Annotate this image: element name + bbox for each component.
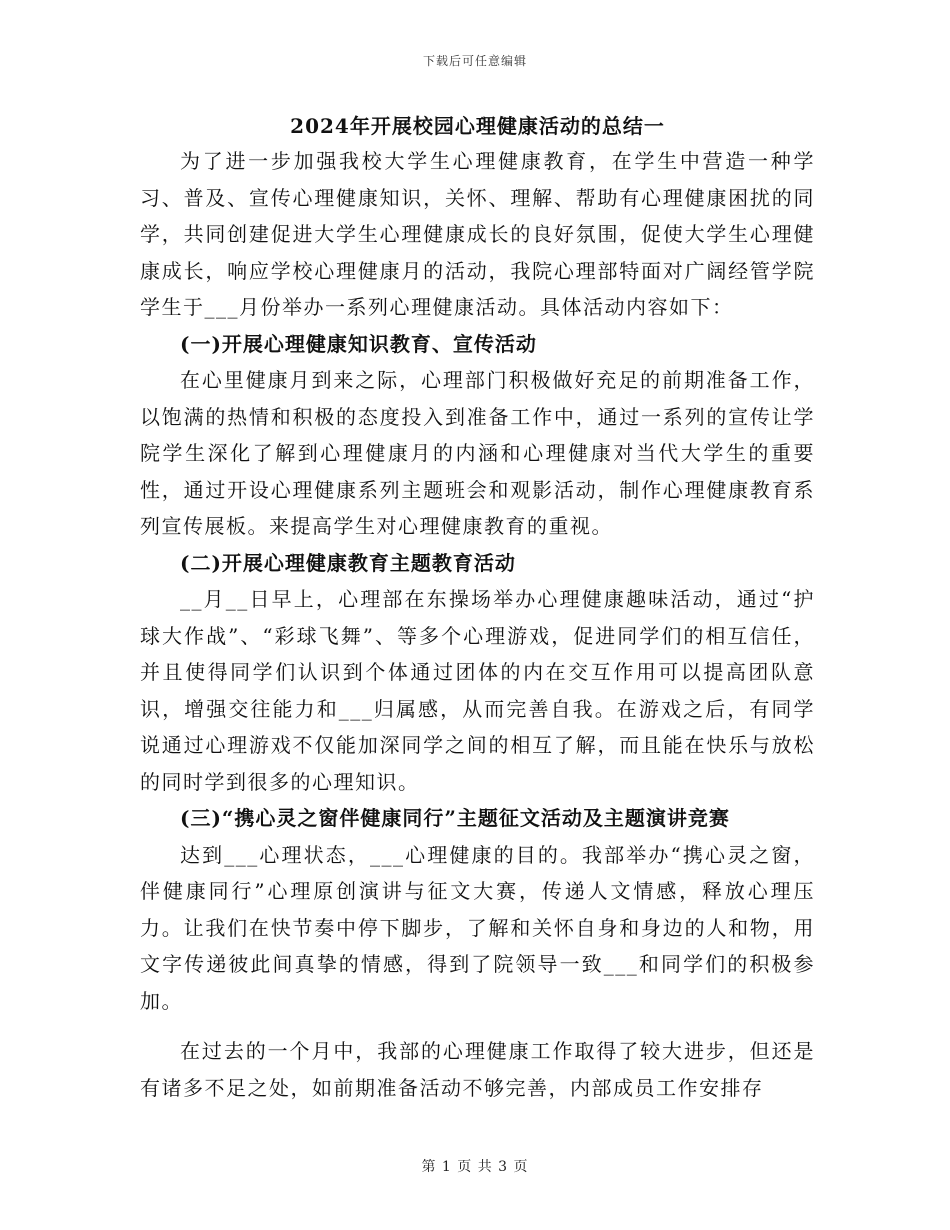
section-heading-1: (一)开展心理健康知识教育、宣传活动 <box>180 331 537 356</box>
intro-paragraph: 为了进一步加强我校大学生心理健康教育，在学生中营造一种学习、普及、宣传心理健康知识，关怀、理解、帮助有心理健康困扰的同学，共同创建促进大学生心理健康成长的良好氛围，促使大学生心理健康成长，响应学校心理健康月的活动，我院心理部特面对广阔经管学院学生于___月份举办一系列心理健康活动。具体活动内容如下： <box>140 149 815 319</box>
section-heading-3: (三)“携心灵之窗伴健康同行”主题征文活动及主题演讲竞赛 <box>180 806 730 830</box>
header-note: 下载后可任意编辑 <box>422 54 527 68</box>
document-page <box>140 110 815 1106</box>
document-title: 2024年开展校园心理健康活动的总结一 <box>290 114 665 138</box>
section-body-1: 在心里健康月到来之际，心理部门积极做好充足的前期准备工作，以饱满的热情和积极的态度投入到准备工作中，通过一系列的宣传让学院学生深化了解到心理健康月的内涵和心理健康对当代大学生的重要性，通过开设心理健康系列主题班会和观影活动，制作心理健康教育系列宣传展板。来提高学生对心理健康教育的重视。 <box>140 368 815 538</box>
section-body-3: 达到___心理状态，___心理健康的目的。我部举办“携心灵之窗，伴健康同行”心理原创演讲与征文大赛，传递人文情感，释放心理压力。让我们在快节奏中停下脚步，了解和关怀自身和身边的人和物，用文字传递彼此间真挚的情感，得到了院领导一致___和同学们的积极参加。 <box>140 842 815 1013</box>
section-body-2: __月__日早上，心理部在东操场举办心理健康趣味活动，通过“护球大作战”、“彩球飞舞”、等多个心理游戏，促进同学们的相互信任，并且使得同学们认识到个体通过团体的内在交互作用可以提高团队意识，增强交往能力和___归属感，从而完善自我。在游戏之后，有同学说通过心理游戏不仅能加深同学之间的相互了解，而且能在快乐与放松的同时学到很多的心理知识。 <box>140 587 815 794</box>
closing-paragraph: 在过去的一个月中，我部的心理健康工作取得了较大进步，但还是有诸多不足之处，如前期准备活动不够完善，内部成员工作安排存 <box>140 1039 815 1100</box>
page-indicator: 第 1 页 共 3 页 <box>421 1159 529 1175</box>
section-heading-2: (二)开展心理健康教育主题教育活动 <box>180 550 516 575</box>
